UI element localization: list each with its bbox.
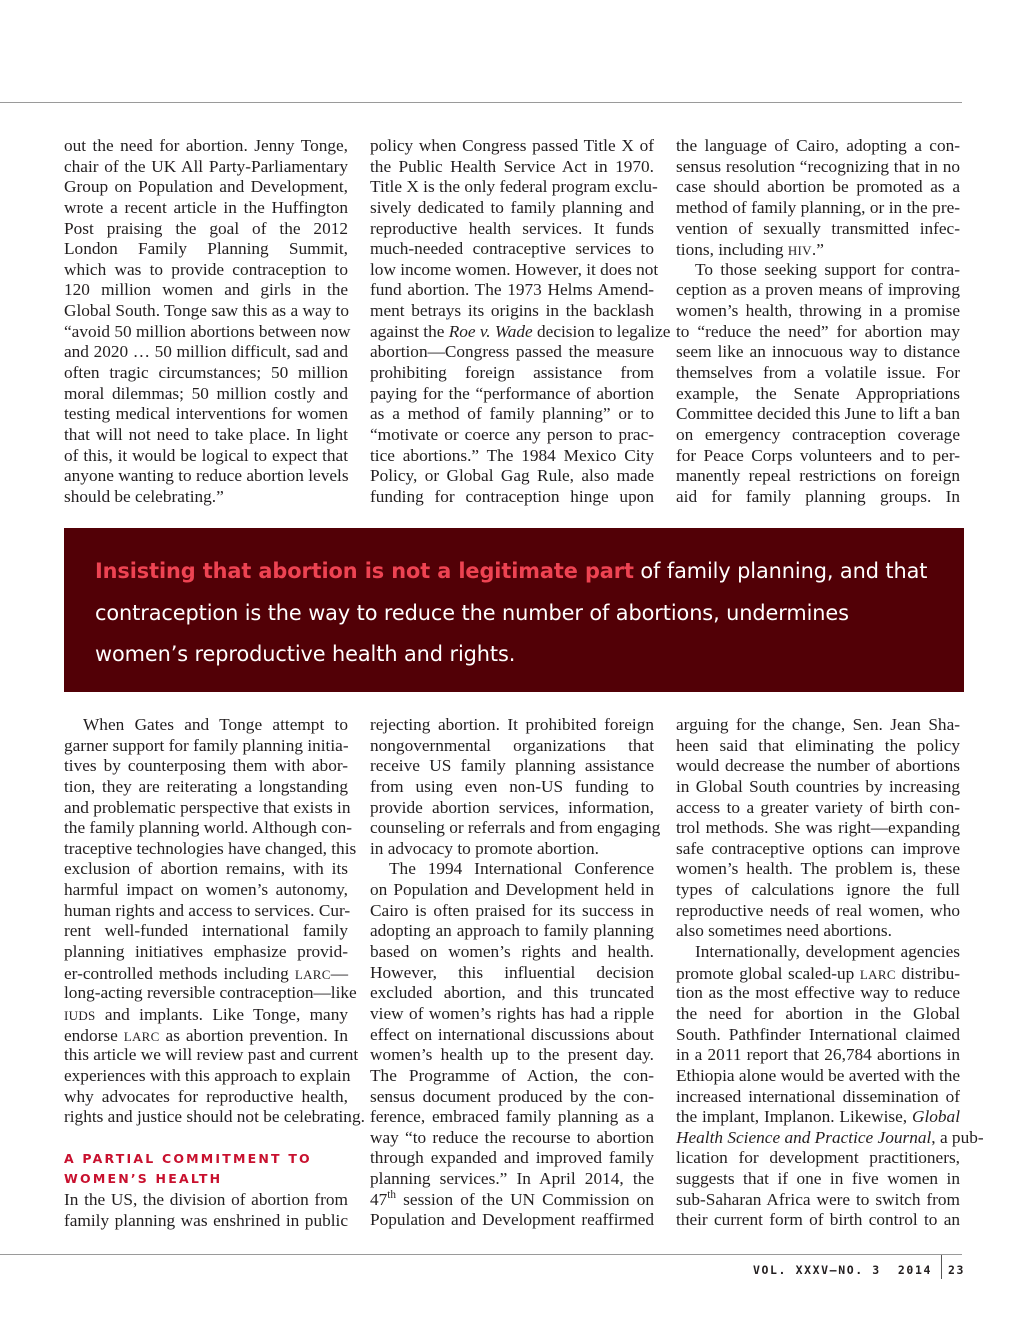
text-line: ment betrays its origins in the backlash bbox=[370, 301, 654, 321]
text-line: To those seeking support for contra- bbox=[695, 259, 960, 279]
pull-quote-line-3: women’s reproductive health and rights. bbox=[95, 642, 516, 667]
text-line: in advocacy to promote abortion. bbox=[370, 838, 599, 858]
text-line: tion, they are reiterating a longstanding bbox=[64, 776, 348, 796]
text-line: ception as a proven means of improving bbox=[676, 280, 960, 300]
text-line: for Peace Corps volunteers and to per- bbox=[676, 445, 960, 465]
text-line: much-needed contraceptive services to bbox=[370, 239, 654, 259]
text-line: rejecting abortion. It prohibited foreign bbox=[370, 715, 654, 734]
text-line: themselves from a volatile issue. For bbox=[676, 363, 960, 383]
inline-text: Health Science and Practice Journal bbox=[676, 1127, 932, 1147]
text-line: access to a greater variety of birth con- bbox=[676, 797, 960, 817]
text-line: Global South. Tonge saw this as a way to bbox=[64, 301, 350, 321]
issue-info bbox=[753, 1263, 932, 1277]
text-line: increased international dissemination of bbox=[676, 1086, 960, 1106]
text-line: and 2020 … 50 million difficult, sad and bbox=[64, 342, 348, 362]
text-line: garner support for family planning initia- bbox=[64, 735, 349, 755]
text-line: policy when Congress passed Title X of bbox=[370, 136, 654, 155]
text-line: promote global scaled-up larc distribu- bbox=[676, 962, 960, 983]
text-line: Health Science and Practice Journal, a pub- bbox=[676, 1127, 984, 1147]
inline-text: larc bbox=[859, 962, 896, 983]
inline-text: th bbox=[387, 1188, 397, 1201]
text-line: on Population and Development held in bbox=[370, 880, 654, 900]
text-line: method of family planning, or in the pre- bbox=[676, 197, 960, 217]
text-line: long-acting reversible contraception—like bbox=[64, 983, 357, 1003]
text-line: Population and Development reaffirmed bbox=[370, 1210, 654, 1230]
text-line: Group on Population and Development, bbox=[64, 177, 348, 197]
text-line: When Gates and Tonge attempt to bbox=[83, 715, 348, 734]
inline-text: hiv bbox=[787, 239, 812, 260]
column-top-2 bbox=[370, 136, 671, 508]
text-line: from using even non-US funding to bbox=[370, 776, 654, 796]
text-line: against the Roe v. Wade decision to legalize bbox=[370, 321, 671, 341]
text-line: low income women. However, it does not bbox=[370, 259, 659, 279]
text-line: “avoid 50 million abortions between now bbox=[64, 321, 351, 341]
text-line: provide abortion services, information, bbox=[370, 797, 654, 817]
text-line: However, this influential decision bbox=[370, 962, 654, 982]
text-line: human rights and access to services. Cur- bbox=[64, 900, 351, 920]
text-line: why advocates for reproductive health, bbox=[64, 1086, 348, 1106]
text-line: and problematic perspective that exists in bbox=[64, 797, 351, 817]
text-line: London Family Planning Summit, bbox=[64, 239, 348, 259]
page-footer bbox=[700, 1255, 966, 1285]
text-line: trol methods. She was right—expanding bbox=[676, 818, 960, 838]
text-line: also sometimes need abortions. bbox=[676, 921, 892, 941]
text-line: to “reduce the need” for abortion may bbox=[676, 321, 960, 341]
text-line: paying for the “performance of abortion bbox=[370, 383, 654, 403]
column-top-3 bbox=[676, 136, 960, 508]
text-line: way “to reduce the recourse to abortion bbox=[370, 1127, 654, 1147]
text-line: tice abortions.” The 1984 Mexico City bbox=[370, 445, 654, 465]
text-line: “motivate or coerce any person to prac- bbox=[370, 424, 654, 444]
text-line: ference, embraced family planning as a bbox=[370, 1107, 654, 1127]
text-line: 47th session of the UN Commission on bbox=[370, 1188, 654, 1209]
text-line: tions, including hiv.” bbox=[676, 239, 824, 260]
text-line: in a 2011 report that 26,784 abortions in bbox=[676, 1045, 960, 1065]
text-line: the implant, Implanon. Likewise, Global bbox=[676, 1107, 960, 1127]
text-line: prohibiting foreign assistance from bbox=[370, 363, 654, 383]
text-line: The Programme of Action, the con- bbox=[370, 1065, 654, 1085]
text-line: sub-Saharan Africa were to switch from bbox=[676, 1189, 960, 1209]
text-line: Policy, or Global Gag Rule, also made bbox=[370, 466, 654, 486]
text-line: arguing for the change, Sen. Jean Sha- bbox=[676, 715, 960, 734]
text-line: testing medical interventions for women bbox=[64, 404, 348, 424]
text-line: women’s health up to the present day. bbox=[370, 1045, 654, 1065]
text-line: 120 million women and girls in the bbox=[64, 280, 348, 300]
page-number: 23 bbox=[948, 1263, 966, 1277]
text-line: their current form of birth control to an bbox=[676, 1210, 960, 1230]
text-line: experiences with this approach to explain bbox=[64, 1065, 351, 1085]
text-line: chair of the UK All Party-Parliamentary bbox=[64, 156, 348, 176]
text-line: that will not need to take place. In light bbox=[64, 424, 348, 444]
text-line: er-controlled methods including larc— bbox=[64, 962, 348, 983]
text-line: types of calculations ignore the full bbox=[676, 880, 960, 900]
text-line: seem like an innocuous way to distance bbox=[676, 342, 960, 362]
text-line: wrote a recent article in the Huffington bbox=[64, 197, 348, 217]
text-line: women’s health, throwing in a promise bbox=[676, 301, 960, 321]
text-line: view of women’s rights has had a ripple bbox=[370, 1003, 654, 1023]
text-line: often tragic circumstances; 50 million bbox=[64, 363, 348, 383]
text-line: funding for contraception hinge upon bbox=[370, 486, 654, 506]
text-line: sively dedicated to family planning and bbox=[370, 197, 654, 217]
text-line: example, the Senate Appropriations bbox=[676, 383, 960, 403]
column-bottom-2 bbox=[370, 715, 661, 1231]
text-line: the need for abortion in the Global bbox=[676, 1003, 960, 1023]
text-line: In the US, the division of abortion from bbox=[64, 1190, 348, 1210]
text-line: Cairo is often praised for its success in bbox=[370, 900, 654, 920]
text-line: the Public Health Service Act in 1970. bbox=[370, 156, 654, 176]
text-line: endorse larc as abortion prevention. In bbox=[64, 1024, 348, 1045]
text-line: based on women’s rights and health. bbox=[370, 942, 654, 962]
text-line: sensus document produced by the con- bbox=[370, 1086, 654, 1106]
top-rule bbox=[0, 102, 962, 103]
text-line: women’s health. The problem is, these bbox=[676, 859, 960, 879]
text-line: through expanded and improved family bbox=[370, 1148, 654, 1168]
text-line: planning initiatives emphasize provid- bbox=[64, 942, 348, 962]
section-heading: A PARTIAL COMMITMENT TO bbox=[64, 1150, 312, 1166]
inline-text: larc bbox=[294, 962, 331, 983]
text-line: iuds and implants. Like Tonge, many bbox=[64, 1003, 348, 1024]
pull-quote-text: of family planning, and that bbox=[633, 559, 928, 584]
text-line: case should abortion be promoted as a bbox=[676, 177, 960, 197]
text-line: adopting an approach to family planning bbox=[370, 921, 654, 941]
text-line: South. Pathfinder International claimed bbox=[676, 1024, 960, 1044]
text-line: rights and justice should not be celebrating. bbox=[64, 1107, 365, 1127]
text-line: traceptive technologies have changed, this bbox=[64, 838, 357, 858]
text-line: the family planning world. Although con- bbox=[64, 818, 352, 838]
column-top-1 bbox=[64, 136, 351, 508]
text-line: nongovernmental organizations that bbox=[370, 735, 654, 755]
text-line: heen said that eliminating the policy bbox=[676, 735, 960, 755]
text-line: the language of Cairo, adopting a con- bbox=[676, 136, 960, 155]
section-heading: WOMEN’S HEALTH bbox=[64, 1171, 223, 1187]
text-line: of this, it would be logical to expect that bbox=[64, 445, 348, 465]
text-line: suggests that if one in five women in bbox=[676, 1169, 960, 1189]
pull-quote-highlight: Insisting that abortion is not a legitimate part bbox=[95, 559, 634, 584]
text-line: anyone wanting to reduce abortion levels bbox=[64, 466, 349, 486]
text-line: reproductive health services. It funds bbox=[370, 218, 654, 238]
text-line: The 1994 International Conference bbox=[389, 859, 654, 879]
text-line: Internationally, development agencies bbox=[695, 942, 960, 962]
text-line: family planning was enshrined in public bbox=[64, 1210, 348, 1230]
text-line: sensus resolution “recognizing that in no bbox=[676, 156, 960, 176]
text-line: should be celebrating.” bbox=[64, 486, 224, 506]
text-line: harmful impact on women’s autonomy, bbox=[64, 880, 348, 900]
text-line: abortion—Congress passed the measure bbox=[370, 342, 654, 362]
inline-text: iuds bbox=[64, 1003, 96, 1024]
text-line: counseling or referrals and from engaging bbox=[370, 818, 661, 838]
text-line: exclusion of abortion remains, with its bbox=[64, 859, 348, 879]
text-line: planning services.” In April 2014, the bbox=[370, 1169, 654, 1189]
text-line: moral dilemmas; 50 million costly and bbox=[64, 383, 348, 403]
text-line: tives by counterposing them with abor- bbox=[64, 756, 348, 776]
text-line: rent well-funded international family bbox=[64, 921, 348, 941]
text-line: safe contraceptive options can improve bbox=[676, 838, 960, 858]
text-line: Ethiopia alone would be averted with the bbox=[676, 1065, 961, 1085]
text-line: Committee decided this June to lift a ban bbox=[676, 404, 960, 424]
text-line: vention of sexually transmitted infec- bbox=[676, 218, 960, 238]
column-bottom-1 bbox=[64, 715, 365, 1231]
pull-quote bbox=[64, 528, 964, 692]
text-line: tion as the most effective way to reduce bbox=[676, 983, 960, 1003]
text-line: this article we will review past and current bbox=[64, 1045, 359, 1065]
year: 2014 bbox=[897, 1263, 932, 1277]
footer-divider bbox=[941, 1255, 942, 1279]
inline-text: larc bbox=[123, 1024, 160, 1045]
text-line: would decrease the number of abortions bbox=[676, 756, 960, 776]
inline-text: Global bbox=[911, 1107, 960, 1127]
text-line: manently repeal restrictions on foreign bbox=[676, 466, 960, 486]
text-line: which was to provide contraception to bbox=[64, 259, 348, 279]
volume-number: VOL. XXXV—NO. 3 bbox=[752, 1263, 881, 1277]
text-line: Post praising the goal of the 2012 bbox=[64, 218, 348, 238]
text-line: on emergency contraception coverage bbox=[676, 424, 960, 444]
text-line: as a method of family planning” or to bbox=[370, 404, 654, 424]
text-line: excluded abortion, and this truncated bbox=[370, 983, 654, 1003]
text-line: fund abortion. The 1973 Helms Amend- bbox=[370, 280, 654, 300]
text-line: out the need for abortion. Jenny Tonge, bbox=[64, 136, 348, 155]
pull-quote-line-2: contraception is the way to reduce the number of abortions, undermines bbox=[95, 600, 849, 626]
text-line: aid for family planning groups. In bbox=[676, 486, 960, 506]
text-line: reproductive needs of real women, who bbox=[676, 900, 960, 920]
text-line: lication for development practitioners, bbox=[676, 1148, 960, 1168]
text-line: Title X is the only federal program exclu- bbox=[370, 177, 658, 197]
pull-quote-line-1 bbox=[95, 551, 928, 593]
column-bottom-3 bbox=[676, 715, 984, 1231]
text-line: receive US family planning assistance bbox=[370, 756, 654, 776]
inline-text: Roe v. Wade bbox=[448, 321, 533, 341]
text-line: effect on international discussions about bbox=[370, 1024, 654, 1044]
text-line: in Global South countries by increasing bbox=[676, 776, 960, 796]
